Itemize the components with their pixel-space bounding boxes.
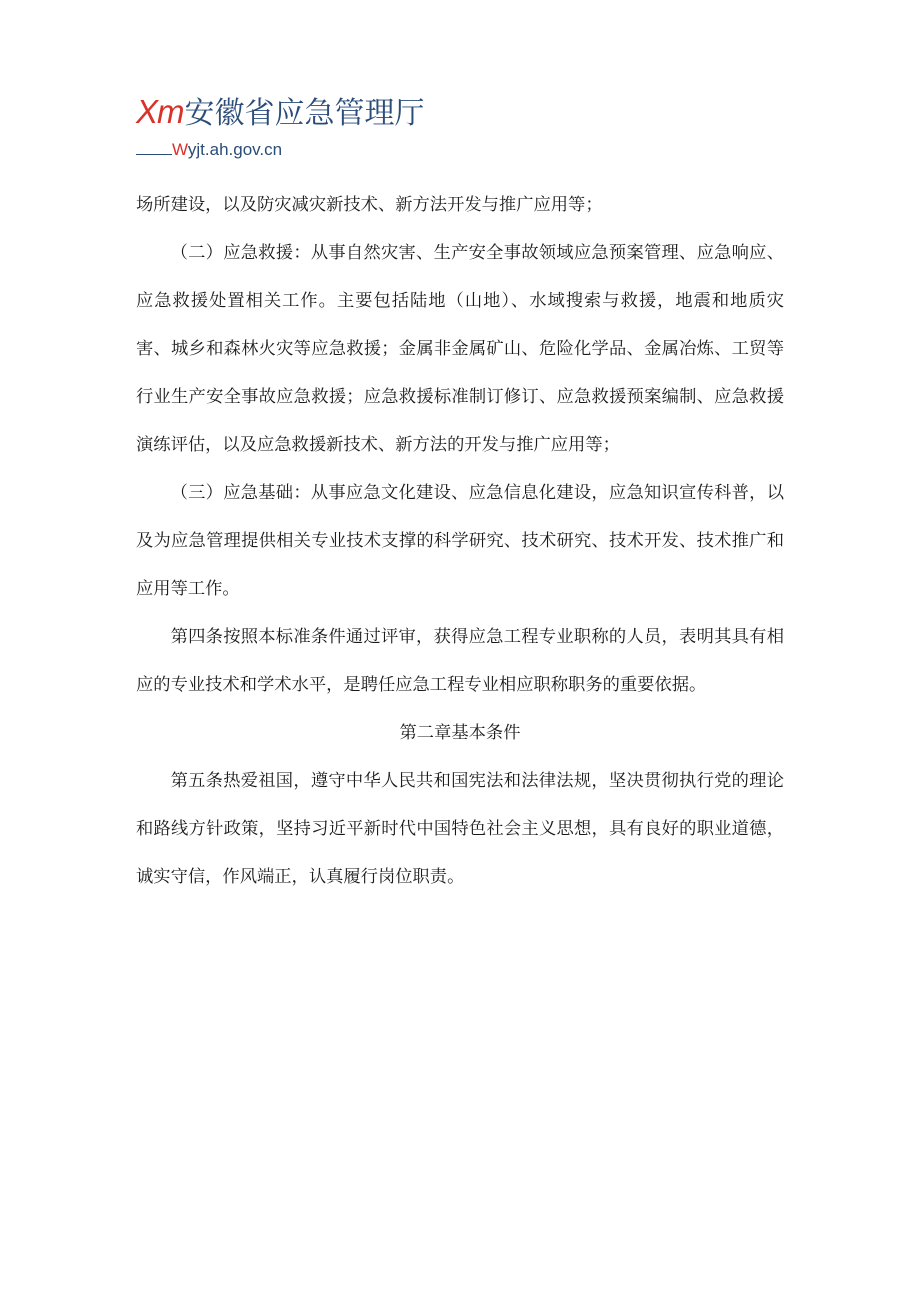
url-underline	[136, 140, 172, 155]
chapter-heading: 第二章基本条件	[399, 723, 521, 743]
site-url	[136, 140, 282, 160]
logo-mark: Xm	[136, 93, 184, 130]
paragraph-continued: 场所建设，以及防灾减灾新技术、新方法开发与推广应用等；	[136, 195, 603, 215]
url-domain: yjt.ah.gov.cn	[187, 140, 283, 159]
paragraph-emergency-basics: （三）应急基础：从事应急文化建设、应急信息化建设，应急知识宣传科普，以及为应急管理提供相关专业技术支撑的科学研究、技术研究、技术开发、技术推广和应用等工作。	[136, 483, 784, 599]
document-body	[136, 181, 784, 901]
logo-agency-name: 安徽省应急管理厅	[184, 96, 425, 131]
paragraph-article-5: 第五条热爱祖国，遵守中华人民共和国宪法和法律法规，坚决贯彻执行党的理论和路线方针政策，坚持习近平新时代中国特色社会主义思想，具有良好的职业道德，诚实守信，作风端正，认真履行岗位职责。	[136, 771, 784, 887]
agency-logo	[136, 88, 425, 132]
paragraph-article-4: 第四条按照本标准条件通过评审，获得应急工程专业职称的人员，表明其具有相应的专业技术和学术水平，是聘任应急工程专业相应职称职务的重要依据。	[136, 627, 784, 695]
paragraph-emergency-rescue: （二）应急救援：从事自然灾害、生产安全事故领域应急预案管理、应急响应、应急救援处置相关工作。主要包括陆地（山地）、水域搜索与救援，地震和地质灾害、城乡和森林火灾等应急救援；金属非金属矿山、危险化学品、金属冶炼、工贸等行业生产安全事故应急救援；应急救援标准制订修订、应急救援预案编制、应急救援演练评估，以及应急救援新技术、新方法的开发与推广应用等；	[136, 243, 784, 455]
url-prefix: W	[172, 140, 188, 159]
